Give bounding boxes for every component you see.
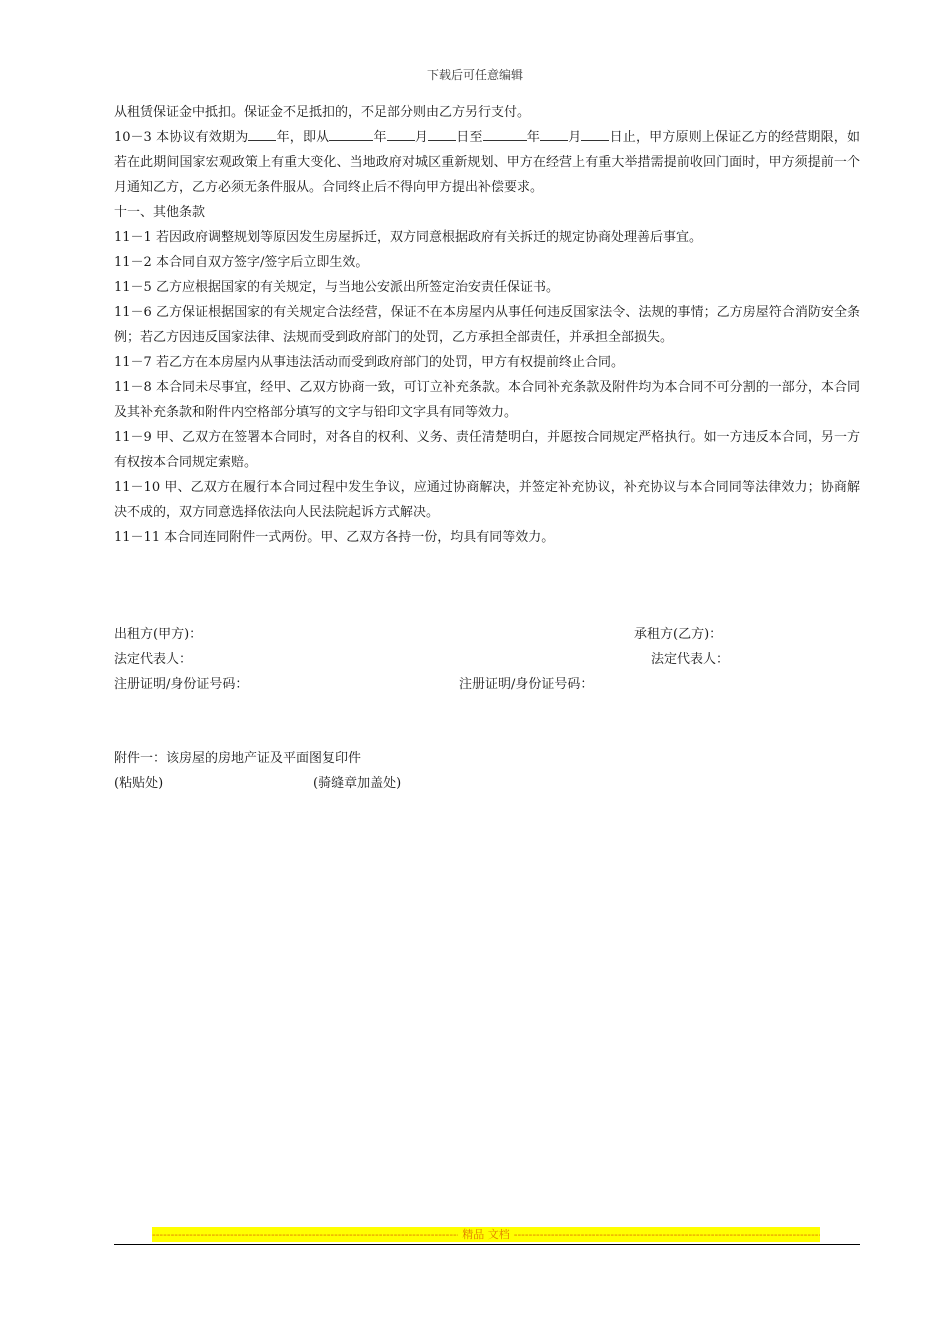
lessee-id-label: 注册证明/身份证号码：: [459, 677, 594, 692]
clause-11-8: 11－8 本合同未尽事宜，经甲、乙双方协商一致，可订立补充条款。本合同补充条款及附件均为本合同不可分割的一部分，本合同及其补充条款和附件内空格部分填写的文字与铅印文字具有同等效力。: [114, 380, 860, 420]
clause-10-2-tail: 从租赁保证金中抵扣。保证金不足抵扣的，不足部分则由乙方另行支付。: [114, 105, 531, 120]
clause-11-11: 11－11 本合同连同附件一式两份。甲、乙双方各持一份，均具有同等效力。: [114, 530, 555, 545]
clause-10-3-text-c: 年: [373, 130, 387, 145]
clause-11-10: 11－10 甲、乙双方在履行本合同过程中发生争议，应通过协商解决，并签定补充协议，补充协议与本合同同等法律效力；协商解决不成的，双方同意选择依法向人民法院起诉方式解决。: [114, 480, 860, 520]
footer-banner: [152, 1227, 820, 1242]
footer-divider: [114, 1244, 860, 1245]
attachment-seal-area: (骑缝章加盖处): [313, 776, 402, 791]
attachment-title: 附件一：该房屋的房地产证及平面图复印件: [114, 751, 362, 766]
lessor-label: 出租方(甲方)：: [114, 627, 203, 642]
clause-10-3-text-h: 日止，甲方原则上保证乙方的经营期限，如若在此期间国家宏观政策上有重大变化、当地政府对城区重新规划、甲方在经营上有重大举措需提前收回门面时，甲方须提前一个月通知乙方，乙方必须无条件服从。合同终止后不得向甲方提出补偿要求。: [114, 130, 860, 195]
clause-10-3-text-a: 10－3 本协议有效期为: [114, 130, 249, 145]
clause-11-9: 11－9 甲、乙双方在签署本合同时，对各自的权利、义务、责任清楚明白，并愿按合同规定严格执行。如一方违反本合同，另一方有权按本合同规定索赔。: [114, 430, 860, 470]
clause-11-5: 11－5 乙方应根据国家的有关规定，与当地公安派出所签定治安责任保证书。: [114, 280, 559, 295]
blank-start-day[interactable]: [428, 126, 456, 141]
blank-end-month[interactable]: [540, 126, 568, 141]
footer-label: 精品 文档: [462, 1228, 510, 1241]
footer-dashes-right: [514, 1227, 820, 1242]
clause-11-1: 11－1 若因政府调整规划等原因发生房屋拆迁，双方同意根据政府有关拆迁的规定协商处理善后事宜。: [114, 230, 702, 245]
blank-end-day[interactable]: [581, 126, 609, 141]
lessee-rep-label: 法定代表人：: [651, 652, 730, 667]
clause-10-3: [114, 125, 860, 200]
blank-start-month[interactable]: [387, 126, 415, 141]
clause-11-7: 11－7 若乙方在本房屋内从事违法活动而受到政府部门的处罚，甲方有权提前终止合同。: [114, 355, 624, 370]
clause-10-3-text-d: 月: [414, 130, 429, 145]
footer-dashes-left: [152, 1227, 458, 1242]
lessor-rep-label: 法定代表人：: [114, 652, 193, 667]
lessee-label: 承租方(乙方)：: [634, 627, 723, 642]
clause-10-3-text-f: 年: [526, 130, 541, 145]
attachment-paste-area: (粘贴处): [114, 776, 164, 791]
section-11-title: 十一、其他条款: [114, 205, 206, 220]
clause-10-3-text-g: 月: [568, 130, 582, 145]
page-header: 下载后可任意编辑: [426, 68, 523, 82]
blank-years[interactable]: [248, 126, 276, 141]
blank-start-year[interactable]: [329, 126, 373, 141]
clause-11-6: 11－6 乙方保证根据国家的有关规定合法经营，保证不在本房屋内从事任何违反国家法令、法规的事情；乙方房屋符合消防安全条例；若乙方因违反国家法律、法规而受到政府部门的处罚，乙方承担全部责任，并承担全部损失。: [114, 305, 860, 345]
contract-body: [114, 100, 860, 550]
clause-10-3-text-e: 日至: [456, 130, 483, 145]
blank-end-year[interactable]: [483, 126, 527, 141]
clause-11-2: 11－2 本合同自双方签字/签字后立即生效。: [114, 255, 369, 270]
clause-10-3-text-b: 年，即从: [276, 130, 330, 145]
lessor-id-label: 注册证明/身份证号码：: [114, 677, 249, 692]
